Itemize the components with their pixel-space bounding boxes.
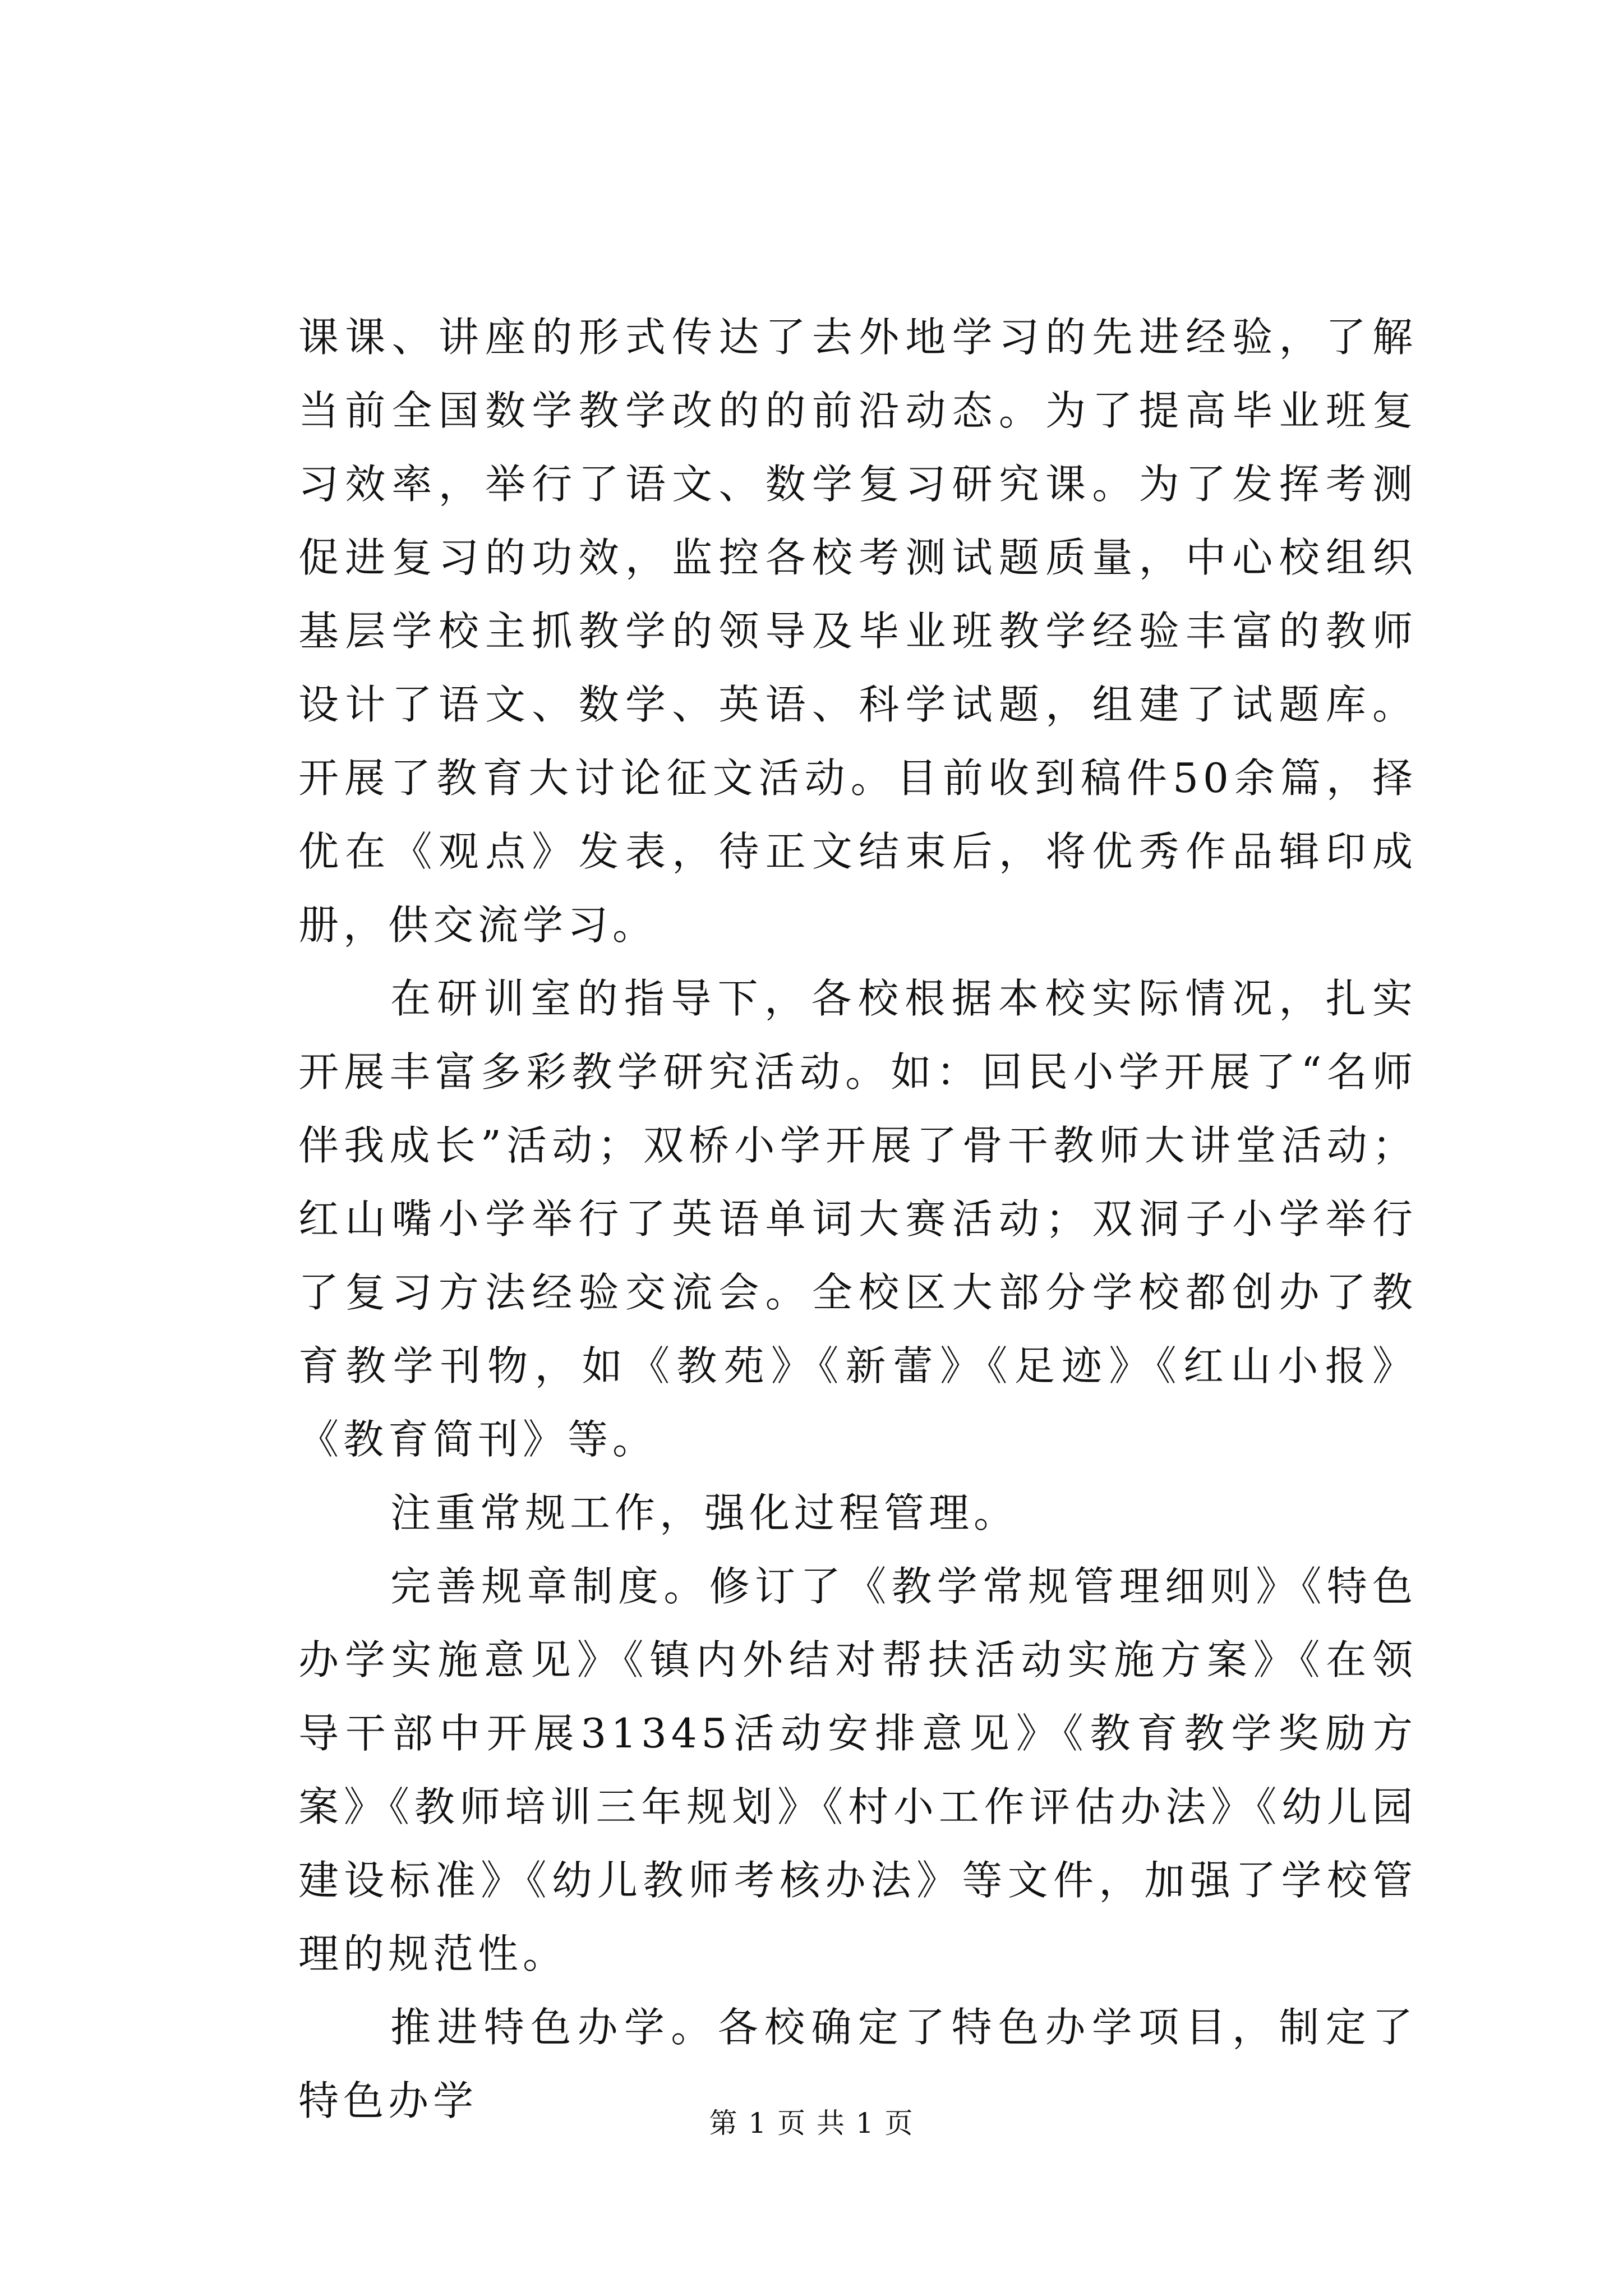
paragraph-1: 课课、讲座的形式传达了去外地学习的先进经验，了解当前全国数学教学改的的前沿动态。为了提高毕业班复习效率，举行了语文、数学复习研究课。为了发挥考测促进复习的功效，监控各校考测试题质量，中心校组织基层学校主抓教学的领导及毕业班教学经验丰富的教师设计了语文、数学、英语、科学试题，组建了试题库。开展了教育大讨论征文活动。目前收到稿件50余篇，择优在《观点》发表，待正文结束后，将优秀作品辑印成册，供交流学习。 bbox=[298, 314, 1417, 949]
document-body bbox=[298, 301, 1417, 2138]
paragraph-4: 完善规章制度。修订了《教学常规管理细则》《特色办学实施意见》《镇内外结对帮扶活动实施方案》《在领导干部中开展31345活动安排意见》《教育教学奖励方案》《教师培训三年规划》《村小工作评估办法》《幼儿园建设标准》《幼儿教师考核办法》等文件，加强了学校管理的规范性。 bbox=[298, 1563, 1417, 1977]
paragraph-2: 在研训室的指导下，各校根据本校实际情况，扎实开展丰富多彩教学研究活动。如：回民小学开展了“名师伴我成长”活动；双桥小学开展了骨干教师大讲堂活动；红山嘴小学举行了英语单词大赛活动；双洞子小学举行了复习方法经验交流会。全校区大部分学校都创办了教育教学刊物，如《教苑》《新蕾》《足迹》《红山小报》《教育简刊》等。 bbox=[298, 975, 1417, 1463]
paragraph-5: 推进特色办学。各校确定了特色办学项目，制定了特色办学 bbox=[298, 2004, 1417, 2124]
paragraph-3: 注重常规工作，强化过程管理。 bbox=[390, 1489, 1019, 1536]
page-footer: 第 1 页 共 1 页 bbox=[709, 2107, 914, 2139]
